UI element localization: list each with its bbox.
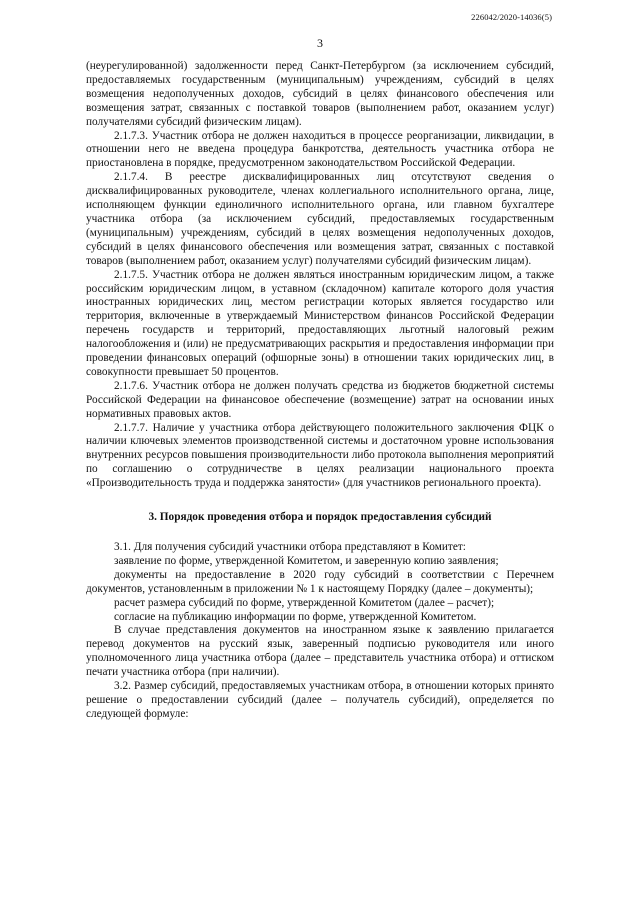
paragraph-2-1-7-4: 2.1.7.4. В реестре дисквалифицированных лиц отсутствуют сведения о дисквалифицированных руководителе, членах коллегиального исполнительного органа, лице, исполняющем функции единоличного исполнительного органа, или главном бухгалтере участника отбора (за исключением субсидий, предоставляемых государственным (муниципальным) учреждениям, субсидий в целях возмещения недополученных доходов, субсидий в целях финансового обеспечения или возмещения затрат, связанных с поставкой товаров (выполнением работ, оказанием услуг) получателями субсидий физическим лицам). [86, 171, 554, 267]
section-heading: 3. Порядок проведения отбора и порядок предоставления субсидий [148, 511, 492, 524]
list-item-calculation: расчет размера субсидий по форме, утвержденной Комитетом (далее – расчет); [114, 596, 495, 609]
document-number: 226042/2020-14036(5) [471, 12, 552, 22]
paragraph-3-2: 3.2. Размер субсидий, предоставляемых участникам отбора, в отношении которых принято решение о предоставлении субсидий (далее – получатель субсидий), определяется по следующей формуле: [86, 680, 554, 720]
paragraph-2-1-7-7: 2.1.7.7. Наличие у участника отбора действующего положительного заключения ФЦК о наличии ключевых элементов производственной системы и достаточном уровне использования внутренних ресурсов повышения производительности либо протокола выполнения мероприятий по соглашению о сотрудничестве в целях реализации национального проекта «Производительность труда и поддержка занятости» (для участников регионального проекта). [86, 421, 554, 490]
list-item-application: заявление по форме, утвержденной Комитетом, и заверенную копию заявления; [114, 554, 499, 567]
page-number: 3 [317, 36, 323, 50]
document-body [86, 60, 554, 722]
paragraph-2-1-7-5: 2.1.7.5. Участник отбора не должен являться иностранным юридическим лицом, а также российским юридическим лицом, в уставном (складочном) капитале которого доля участия иностранных юридических лиц, местом регистрации которых является государство или территория, включенные в утверждаемый Министерством финансов Российской Федерации перечень государств и территорий, предоставляющих льготный налоговый режим налогообложения и (или) не предусматривающих раскрытия и предоставления информации при проведении финансовых операций (офшорные зоны) в отношении таких юридических лиц, в совокупности превышает 50 процентов. [86, 268, 554, 378]
paragraph-foreign-language: В случае представления документов на иностранном языке к заявлению прилагается перевод документов на русский язык, заверенный подписью руководителя или иного уполномоченного лица участника отбора (далее – представитель участника отбора) и оттиском печати участника отбора (при наличии). [86, 624, 554, 679]
paragraph-2-1-7-3: 2.1.7.3. Участник отбора не должен находиться в процессе реорганизации, ликвидации, в отношении него не введена процедура банкротства, деятельность участника отбора не приостановлена в порядке, предусмотренном законодательством Российской Федерации. [86, 129, 554, 170]
list-item-documents: документы на предоставление в 2020 году субсидий в соответствии с Перечнем документов, установленным в приложении № 1 к настоящему Порядку (далее – документы); [86, 568, 554, 595]
paragraph-2-1-7-6: 2.1.7.6. Участник отбора не должен получать средства из бюджетов бюджетной системы Российской Федерации на финансовое обеспечение (возмещение) затрат на основании иных нормативных правовых актов. [86, 379, 554, 420]
list-item-consent: согласие на публикацию информации по форме, утвержденной Комитетом. [114, 610, 477, 623]
paragraph-continuation: (неурегулированной) задолженности перед Санкт-Петербургом (за исключением субсидий, предоставляемых государственным (муниципальным) учреждениям, субсидий в целях возмещения недополученных доходов, субсидий в целях финансового обеспечения или возмещения затрат, связанных с поставкой товаров (выполнением работ, оказанием услуг) получателями субсидий физическим лицам). [86, 60, 554, 128]
paragraph-3-1: 3.1. Для получения субсидий участники отбора представляют в Комитет: [114, 541, 466, 553]
